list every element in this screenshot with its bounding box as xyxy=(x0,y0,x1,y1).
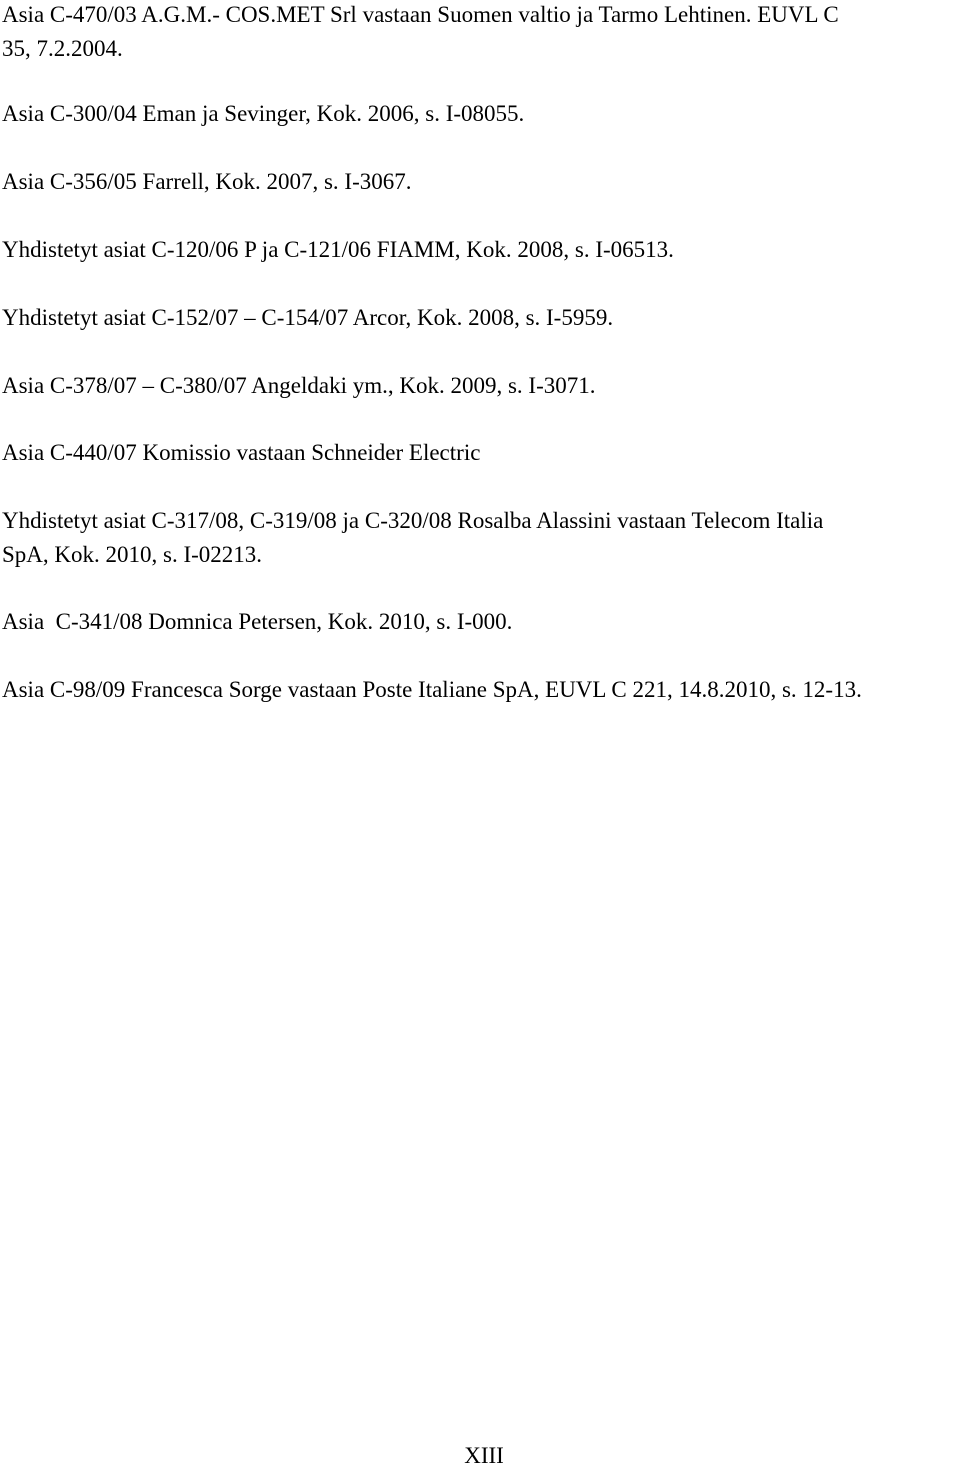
reference-line: Yhdistetyt asiat C-152/07 – C-154/07 Arcor, Kok. 2008, s. I-5959. xyxy=(2,305,614,330)
reference-entry xyxy=(2,605,957,639)
reference-entry xyxy=(2,504,957,572)
reference-entry xyxy=(2,0,957,66)
reference-line: Asia C-341/08 Domnica Petersen, Kok. 2010, s. I-000. xyxy=(2,609,513,634)
reference-line: SpA, Kok. 2010, s. I-02213. xyxy=(2,542,263,567)
reference-entry xyxy=(2,436,957,470)
reference-entry xyxy=(2,301,957,335)
page-number xyxy=(0,1441,960,1471)
reference-line: Asia C-378/07 – C-380/07 Angeldaki ym., Kok. 2009, s. I-3071. xyxy=(2,373,596,398)
reference-line: Asia C-98/09 Francesca Sorge vastaan Poste Italiane SpA, EUVL C 221, 14.8.2010, s. 12-13. xyxy=(2,677,862,702)
reference-line: Asia C-440/07 Komissio vastaan Schneider Electric xyxy=(2,440,481,465)
reference-entry xyxy=(2,673,957,707)
reference-line: Asia C-470/03 A.G.M.- COS.MET Srl vastaan Suomen valtio ja Tarmo Lehtinen. EUVL C xyxy=(2,2,839,27)
reference-line: Asia C-300/04 Eman ja Sevinger, Kok. 2006, s. I-08055. xyxy=(2,101,525,126)
reference-entry xyxy=(2,165,957,199)
reference-entry xyxy=(2,97,957,131)
reference-entry xyxy=(2,233,957,267)
reference-line: Yhdistetyt asiat C-317/08, C-319/08 ja C-320/08 Rosalba Alassini vastaan Telecom Italia xyxy=(2,508,824,533)
page-number-text: XIII xyxy=(464,1443,504,1468)
reference-line: Yhdistetyt asiat C-120/06 P ja C-121/06 FIAMM, Kok. 2008, s. I-06513. xyxy=(2,237,674,262)
reference-line: 35, 7.2.2004. xyxy=(2,36,123,61)
reference-entry xyxy=(2,369,957,403)
reference-line: Asia C-356/05 Farrell, Kok. 2007, s. I-3067. xyxy=(2,169,412,194)
